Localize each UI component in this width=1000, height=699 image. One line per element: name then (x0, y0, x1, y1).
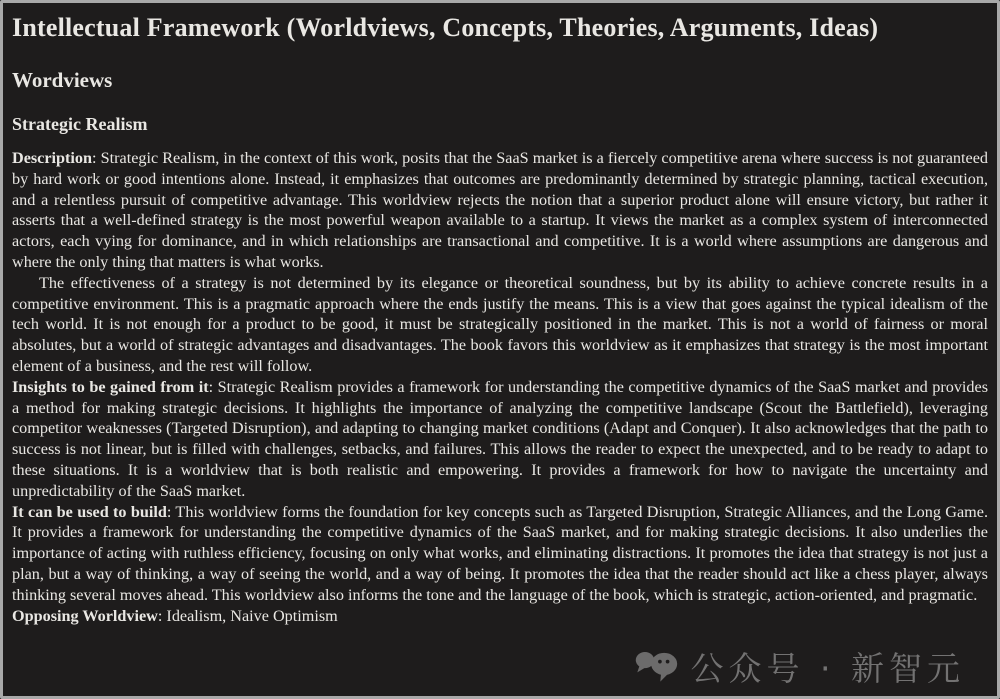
paragraph-text: : Idealism, Naive Optimism (157, 606, 338, 625)
subsection-heading-strategic-realism: Strategic Realism (12, 114, 148, 134)
paragraph-used-to-build (12, 502, 988, 606)
watermark-text: 公众号 · 新智元 (690, 649, 965, 688)
paragraph-text: : Strategic Realism, in the context of this work, posits that the SaaS market is a fiercely competitive arena where success is not guaranteed by hard work or good intentions alone. Instead, it emphasizes that outcomes are predominantly determined by strategic planning, tactical execution, and a relentless pursuit of competitive advantage. This worldview rejects the notion that a superior product alone will ensure victory, but rather it asserts that a well-defined strategy is the most powerful weapon available to a startup. It views the market as a complex system of interconnected actors, each vying for dominance, and in which relationships are transactional and competitive. It is a world where assumptions are dangerous and where the only thing that matters is what works. (12, 149, 988, 271)
paragraph-text: The effectiveness of a strategy is not determined by its elegance or theoretical soundness, but by its ability to achieve concrete results in a competitive environment. This is a pragmatic approach where the ends justify the means. This is a view that goes against the typical idealism of the tech world. It is not enough for a product to be good, it must be strategically positioned in the market. This is not a world of fairness or moral absolutes, but a world of strategic advantages and disadvantages. The book favors this worldview as it emphasizes that strategy is the most important element of a business, and the rest will follow. (12, 273, 988, 375)
section-heading-wordviews: Wordviews (12, 68, 113, 92)
paragraph-insights (12, 377, 988, 502)
paragraph-lead-description: Description (12, 149, 93, 167)
paragraph-lead-used-to-build: It can be used to build (12, 502, 167, 521)
document-body (12, 148, 988, 626)
paragraph-lead-opposing-worldview: Opposing Worldview (12, 606, 158, 625)
page-title: Intellectual Framework (Worldviews, Concepts, Theories, Arguments, Ideas) (12, 13, 879, 42)
paragraph-opposing-worldview (12, 606, 988, 627)
paragraph-text: : Strategic Realism provides a framework for understanding the competitive dynamics of the SaaS market and provides a method for making strategic decisions. It highlights the importance of analyzing the competitive landscape (Scout the Battlefield), leveraging competitor weaknesses (Targeted Disruption), and adapting to changing market conditions (Adapt and Conquer). It also acknowledges that the path to success is not linear, but is filled with challenges, setbacks, and failures. This allows the reader to expect the unexpected, and to be ready to adapt to these situations. It is a worldview that is both realistic and empowering. It provides a framework for how to navigate the uncertainty and unpredictability of the SaaS market. (12, 377, 989, 500)
paragraph-description (12, 148, 988, 273)
wechat-bubbles-icon (635, 647, 681, 687)
paragraph-effectiveness (12, 273, 988, 377)
watermark (635, 643, 965, 690)
paragraph-lead-insights: Insights to be gained from it (12, 377, 209, 396)
paragraph-text: : This worldview forms the foundation for key concepts such as Targeted Disruption, Strategic Alliances, and the Long Game. It provides a framework for understanding the competitive dynamics of the SaaS market, and for making strategic decisions. It also underlies the importance of acting with ruthless efficiency, focusing on only what works, and eliminating distractions. It promotes the idea that strategy is not just a plan, but a way of thinking, a way of seeing the world, and a way of being. It promotes the idea that the reader should act like a chess player, always thinking several moves ahead. This worldview also informs the tone and the language of the book, which is strategic, action-oriented, and pragmatic. (12, 502, 988, 604)
